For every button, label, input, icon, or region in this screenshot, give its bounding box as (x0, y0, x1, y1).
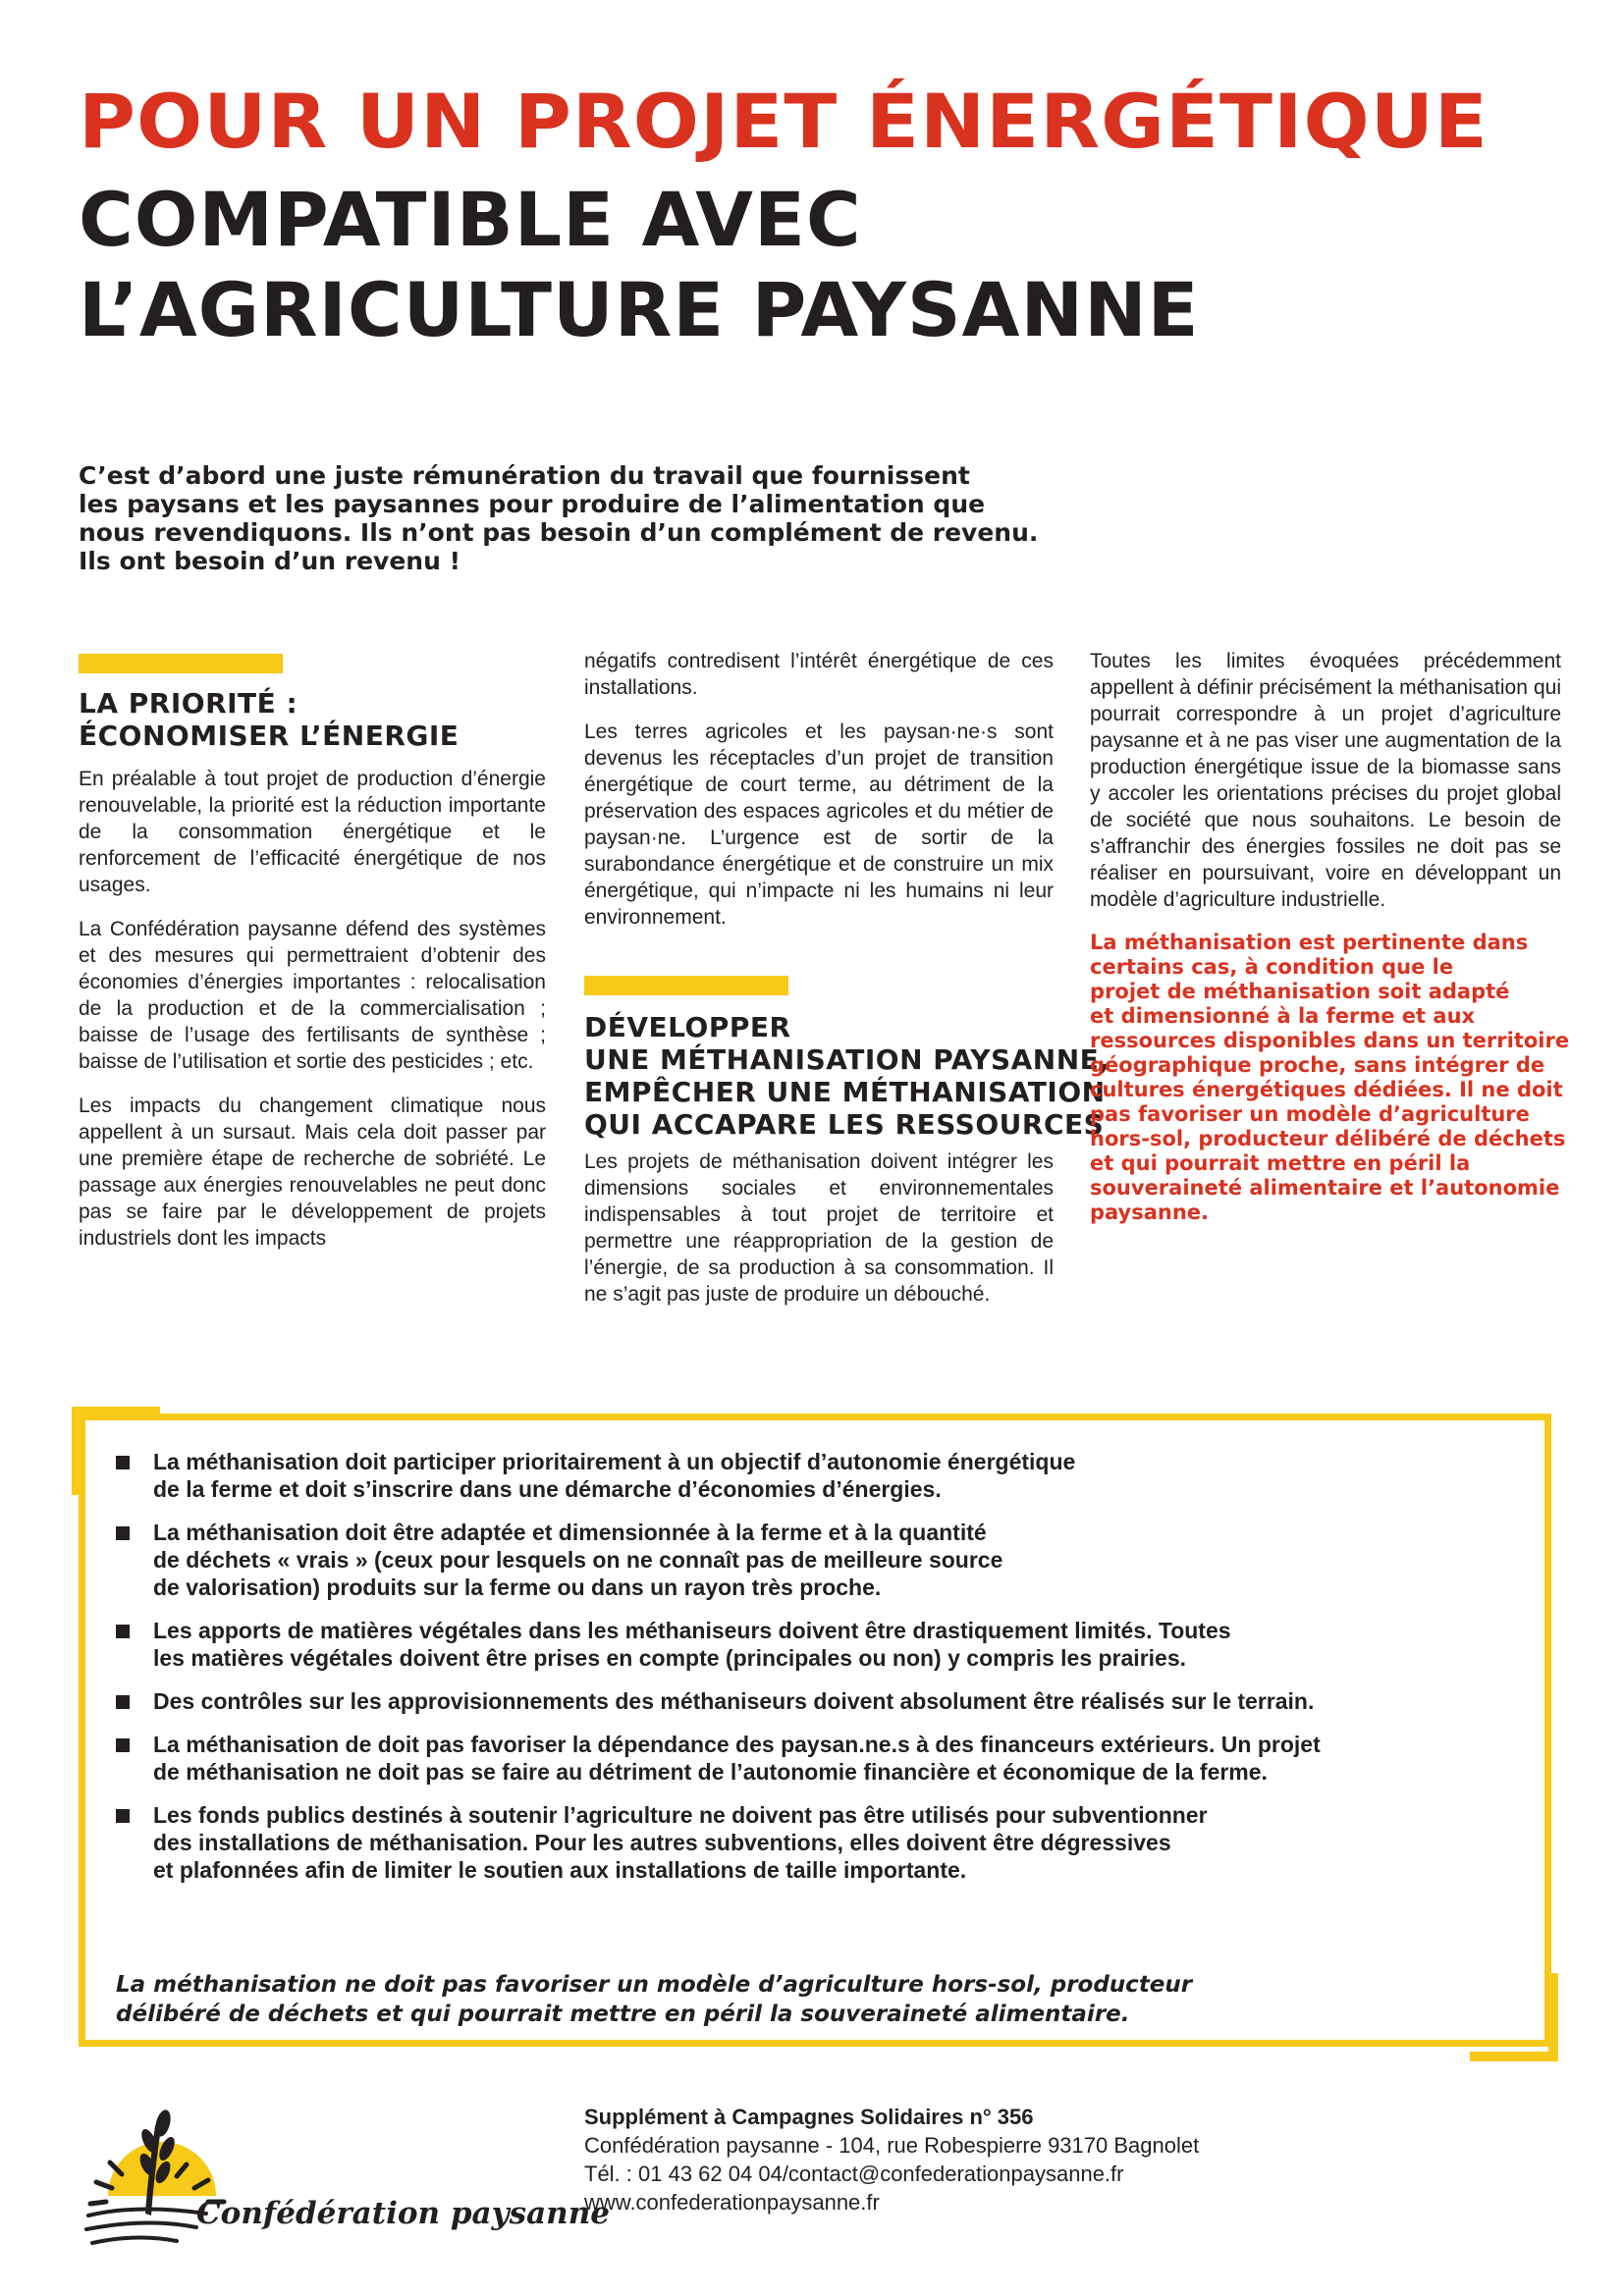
red-line: pas favoriser un modèle d’agriculture (1090, 1102, 1530, 1126)
list-item (116, 1687, 1510, 1715)
bullet-line: La méthanisation doit être adaptée et dimensionnée à la ferme et à la quantité (153, 1520, 987, 1545)
red-line: cultures énergétiques dédiées. Il ne doit (1090, 1078, 1563, 1101)
section2-heading (584, 1011, 1110, 1141)
bullet-line: de déchets « vrais » (ceux pour lesquels on ne connaît pas de meilleure source (153, 1547, 1003, 1573)
list-item (116, 1801, 1510, 1884)
address-line: Confédération paysanne - 104, rue Robespierre 93170 Bagnolet (584, 2133, 1200, 2158)
list-item (116, 1731, 1510, 1786)
paragraph: Toutes les limites évoquées précédemment appellent à définir précisément la méthanisation qui pourrait correspondre à un projet d’agriculture paysanne et à ne pas viser une augmentation de la production énergétique issue de la biomasse sans y accoler les orientations précises du projet global de société que nous souhaitons. Le besoin de s’affranchir des énergies fossiles ne doit pas se réaliser en poursuivant, voire en développant un modèle d’agriculture industrielle. (1090, 650, 1561, 911)
contact-line[interactable]: Tél. : 01 43 62 04 04/contact@confederationpaysanne.fr (584, 2162, 1124, 2186)
demands-list (116, 1448, 1510, 1899)
title-line-3: L’AGRICULTURE PAYSANNE (79, 266, 1200, 353)
red-line: La méthanisation est pertinente dans (1090, 931, 1529, 954)
bullet-line: les matières végétales doivent être prises en compte (principales ou non) y compris les prairies. (153, 1645, 1187, 1671)
logo-wordmark: Confédération paysanne (196, 2196, 610, 2231)
highlight-red-block (1090, 931, 1570, 1225)
column-2 (584, 648, 1054, 948)
heading-line: UNE MÉTHANISATION PAYSANNE, (584, 1043, 1110, 1076)
list-item (116, 1519, 1510, 1601)
intro-line: Ils ont besoin d’un revenu ! (79, 547, 460, 575)
bullet-line: de méthanisation ne doit pas se faire au détriment de l’autonomie financière et économique de la ferme. (153, 1759, 1268, 1785)
red-line: projet de méthanisation soit adapté (1090, 980, 1510, 1003)
heading-line: EMPÊCHER UNE MÉTHANISATION (584, 1076, 1106, 1108)
column-3 (1090, 648, 1570, 1225)
intro-paragraph (79, 461, 1041, 575)
square-bullet-icon (116, 1456, 130, 1469)
red-line: certains cas, à condition que le (1090, 955, 1454, 979)
section1-heading (79, 687, 546, 752)
paragraph: Les impacts du changement climatique nous appellent à un sursaut. Mais cela doit passer par une première étape de recherche de sobriété. Le passage aux énergies renouvelables ne peut donc pas se faire par le développement de projets industriels dont les impacts (79, 1095, 546, 1250)
bullet-line: Les fonds publics destinés à soutenir l’agriculture ne doivent pas être utilisés pour subventionner (153, 1802, 1208, 1828)
intro-line: nous revendiquons. Ils n’ont pas besoin d’un complément de revenu. (79, 518, 1039, 547)
paragraph: En préalable à tout projet de production d’énergie renouvelable, la priorité est la réduction importante de la consommation énergétique et le renforcement de l’efficacité énergétique de nos usages. (79, 768, 546, 896)
list-item (116, 1617, 1510, 1672)
square-bullet-icon (116, 1526, 130, 1540)
column-1 (79, 766, 546, 1269)
bullet-line: des installations de méthanisation. Pour les autres subventions, elles doivent être dégressives (153, 1830, 1171, 1855)
conclusion-line: délibéré de déchets et qui pourrait mettre en péril la souveraineté alimentaire. (116, 2002, 1130, 2027)
title-line-1: POUR UN PROJET ÉNERGÉTIQUE (79, 78, 1489, 165)
paragraph: négatifs contredisent l’intérêt énergétique de ces installations. (584, 650, 1054, 699)
bullet-line: La méthanisation doit participer prioritairement à un objectif d’autonomie énergétique (153, 1449, 1076, 1474)
paragraph: Les terres agricoles et les paysan·ne·s sont devenus les réceptacles d’un projet de transition énergétique de court terme, au détriment de la préservation des espaces agricoles et du métier de paysan·ne. L’urgence est de sortir de la surabondance énergétique et de construire un mix énergétique, qui n’impacte ni les humains ni leur environnement. (584, 721, 1054, 929)
title-block (79, 175, 1453, 355)
paragraph: La Confédération paysanne défend des systèmes et des mesures qui permettraient d’obtenir des économies d’énergies importantes : relocalisation de la production et de la commercialisation ; baisse de l’usage des fertilisants de synthèse ; baisse de l’utilisation et sortie des pesticides ; etc. (79, 918, 546, 1073)
website-link[interactable]: www.confederationpaysanne.fr (584, 2190, 880, 2215)
red-line: paysanne. (1090, 1201, 1210, 1224)
bullet-line: de valorisation) produits sur la ferme ou dans un rayon très proche. (153, 1575, 882, 1600)
bullet-line: La méthanisation de doit pas favoriser la dépendance des paysan.ne.s à des financeurs extérieurs. Un projet (153, 1732, 1321, 1757)
section-accent-bar (79, 654, 283, 673)
heading-line: LA PRIORITÉ : (79, 687, 298, 720)
red-line: ressources disponibles dans un territoire (1090, 1029, 1570, 1052)
bullet-line: de la ferme et doit s’inscrire dans une démarche d’économies d’énergies. (153, 1476, 942, 1502)
square-bullet-icon (116, 1695, 130, 1709)
intro-line: les paysans et les paysannes pour produire de l’alimentation que (79, 490, 986, 518)
title-line-2: COMPATIBLE AVEC (79, 176, 862, 263)
red-line: souveraineté alimentaire et l’autonomie (1090, 1176, 1560, 1200)
red-line: et qui pourrait mettre en péril la (1090, 1151, 1471, 1175)
footer-info (584, 2103, 1370, 2216)
heading-line: ÉCONOMISER L’ÉNERGIE (79, 720, 460, 752)
supplement-line: Supplément à Campagnes Solidaires n° 356 (584, 2105, 1034, 2129)
section-accent-bar (584, 976, 788, 995)
intro-line: C’est d’abord une juste rémunération du travail que fournissent (79, 461, 970, 490)
heading-line: DÉVELOPPER (584, 1011, 791, 1043)
box-conclusion (116, 1970, 1510, 2029)
square-bullet-icon (116, 1738, 130, 1752)
red-line: et dimensionné à la ferme et aux (1090, 1004, 1476, 1028)
list-item (116, 1448, 1510, 1503)
bullet-line: et plafonnées afin de limiter le soutien aux installations de taille importante. (153, 1857, 967, 1883)
paragraph: Les projets de méthanisation doivent intégrer les dimensions sociales et environnementales indispensables à tout projet de territoire et permettre une réappropriation de la gestion de l’énergie, de sa production à sa consommation. Il ne s’agit pas juste de produire un débouché. (584, 1150, 1054, 1306)
red-line: géographique proche, sans intégrer de (1090, 1053, 1545, 1077)
section2-body (584, 1148, 1054, 1325)
bullet-line: Les apports de matières végétales dans les méthaniseurs doivent être drastiquement limités. Toutes (153, 1618, 1231, 1643)
square-bullet-icon (116, 1809, 130, 1823)
red-line: hors-sol, producteur délibéré de déchets (1090, 1127, 1566, 1150)
sun-and-wheat-logo (79, 2106, 569, 2263)
square-bullet-icon (116, 1625, 130, 1638)
conclusion-line: La méthanisation ne doit pas favoriser un modèle d’agriculture hors-sol, producteur (116, 1972, 1193, 1998)
heading-line: QUI ACCAPARE LES RESSOURCES (584, 1108, 1105, 1141)
bullet-line: Des contrôles sur les approvisionnements des méthaniseurs doivent absolument être réalisés sur le terrain. (153, 1688, 1315, 1714)
